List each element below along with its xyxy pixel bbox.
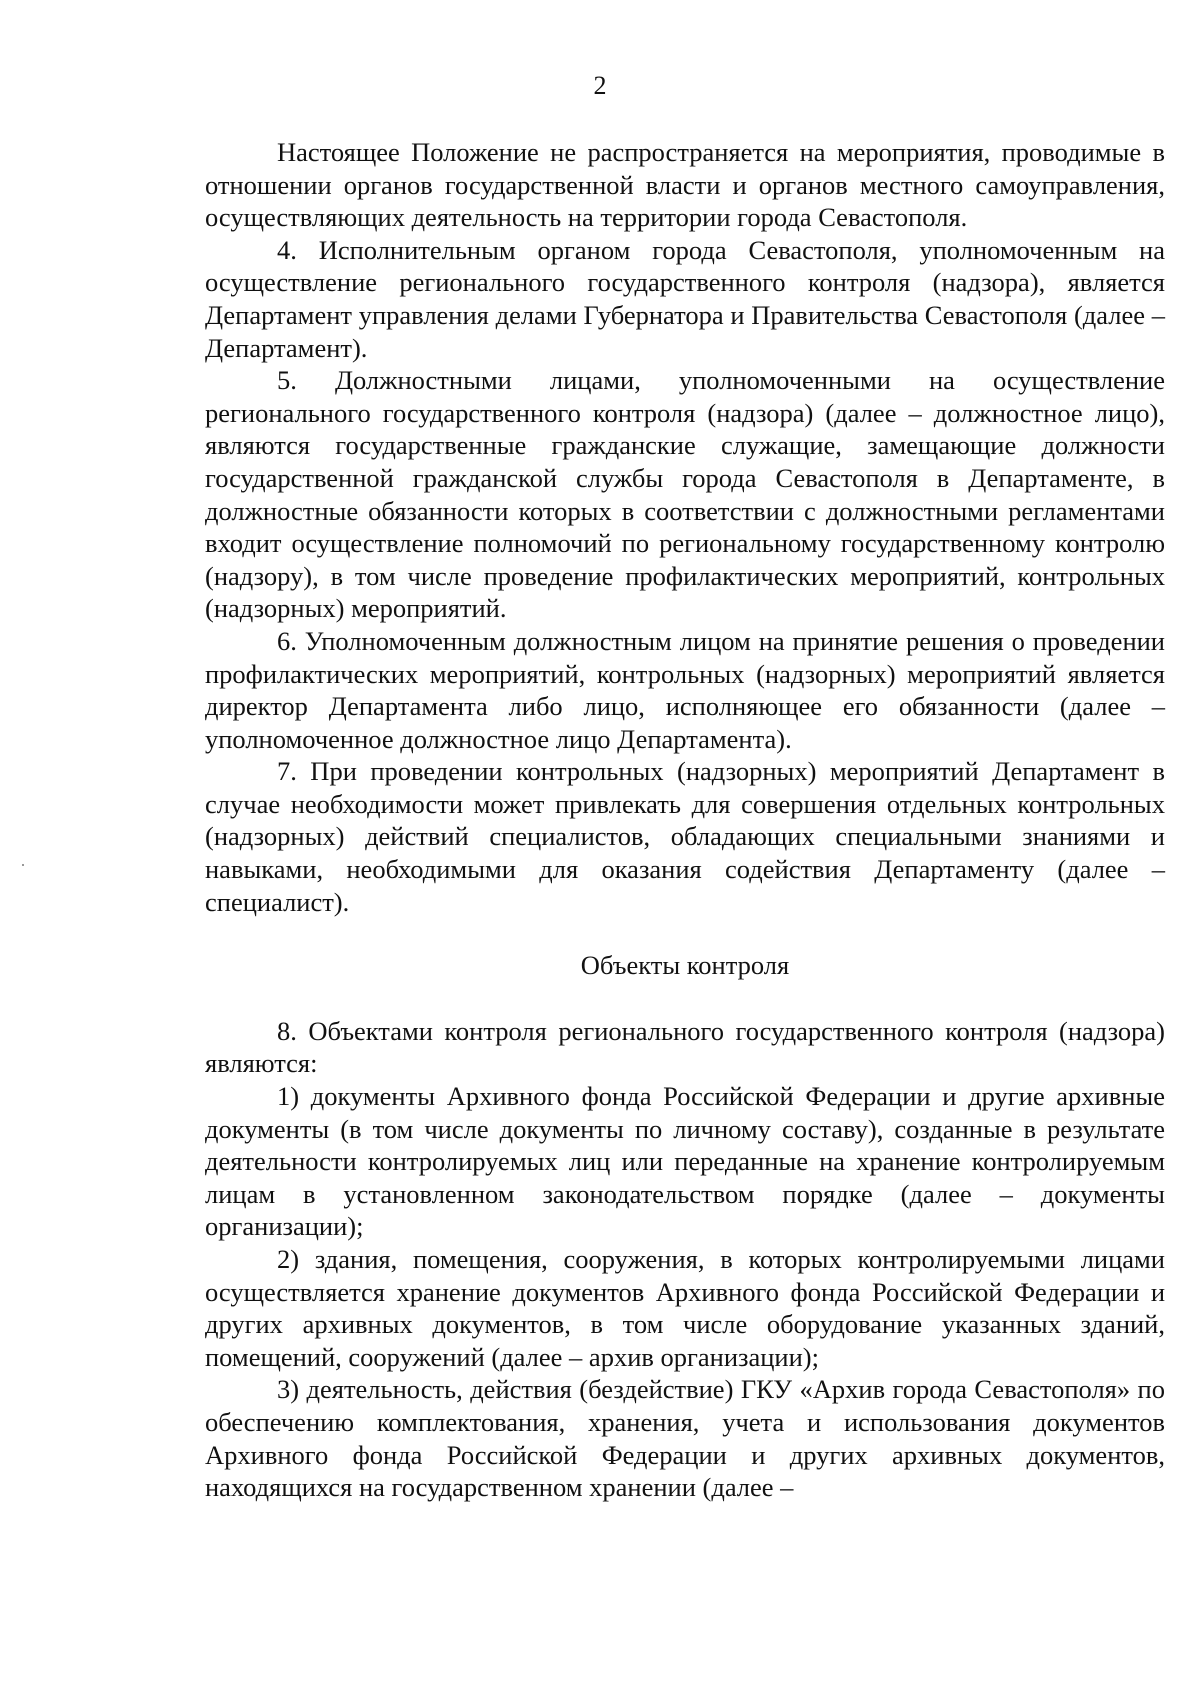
list-item-1: 1) документы Архивного фонда Российской Федерации и другие архивные документы (в том числе документы по личному составу), созданные в результате деятельности контролируемых лиц или переданные на хранение контролируемым лицам в установленном законодательством порядке (далее – документы организации); (205, 1081, 1165, 1242)
scan-margin-mark (22, 864, 24, 866)
paragraph-5: 5. Должностными лицами, уполномоченными на осуществление регионального государственного контроля (надзора) (далее – должностное лицо), являются государственные гражданские служащие, замещающие должности государственной гражданской службы города Севастополя в Департаменте, в должностные обязанности которых в соответствии с должностными регламентами входит осуществление полномочий по региональному государственному контролю (надзору), в том числе проведение профилактических мероприятий, контрольных (надзорных) мероприятий. (205, 365, 1165, 624)
paragraph-7: 7. При проведении контрольных (надзорных) мероприятий Департамент в случае необходимости может привлекать для совершения отдельных контрольных (надзорных) действий специалистов, обладающих специальными знаниями и навыками, необходимыми для оказания содействия Департаменту (далее – специалист). (205, 756, 1165, 917)
paragraph-6: 6. Уполномоченным должностным лицом на принятие решения о проведении профилактических мероприятий, контрольных (надзорных) мероприятий является директор Департамента либо лицо, исполняющее его обязанности (далее – уполномоченное должностное лицо Департамента). (205, 625, 1165, 754)
page-number: 2 (593, 71, 607, 100)
paragraph-8: 8. Объектами контроля регионального государственного контроля (надзора) являются: (205, 1015, 1165, 1079)
section-heading: Объекты контроля (580, 950, 790, 981)
document-body (205, 136, 1165, 1504)
paragraph-scope-exclusion: Настоящее Положение не распространяется на мероприятия, проводимые в отношении органов государственной власти и органов местного самоуправления, осуществляющих деятельность на территории города Севастополя. (205, 137, 1165, 233)
paragraph-4: 4. Исполнительным органом города Севастополя, уполномоченным на осуществление регионального государственного контроля (надзора), является Департамент управления делами Губернатора и Правительства Севастополя (далее – Департамент). (205, 234, 1165, 363)
list-item-2: 2) здания, помещения, сооружения, в которых контролируемыми лицами осуществляется хранение документов Архивного фонда Российской Федерации и других архивных документов, в том числе оборудование указанных зданий, помещений, сооружений (далее – архив организации); (205, 1244, 1165, 1372)
list-item-3: 3) деятельность, действия (бездействие) ГКУ «Архив города Севастополя» по обеспечению комплектования, хранения, учета и использования документов Архивного фонда Российской Федерации и других архивных документов, находящихся на государственном хранении (далее – (205, 1374, 1165, 1503)
